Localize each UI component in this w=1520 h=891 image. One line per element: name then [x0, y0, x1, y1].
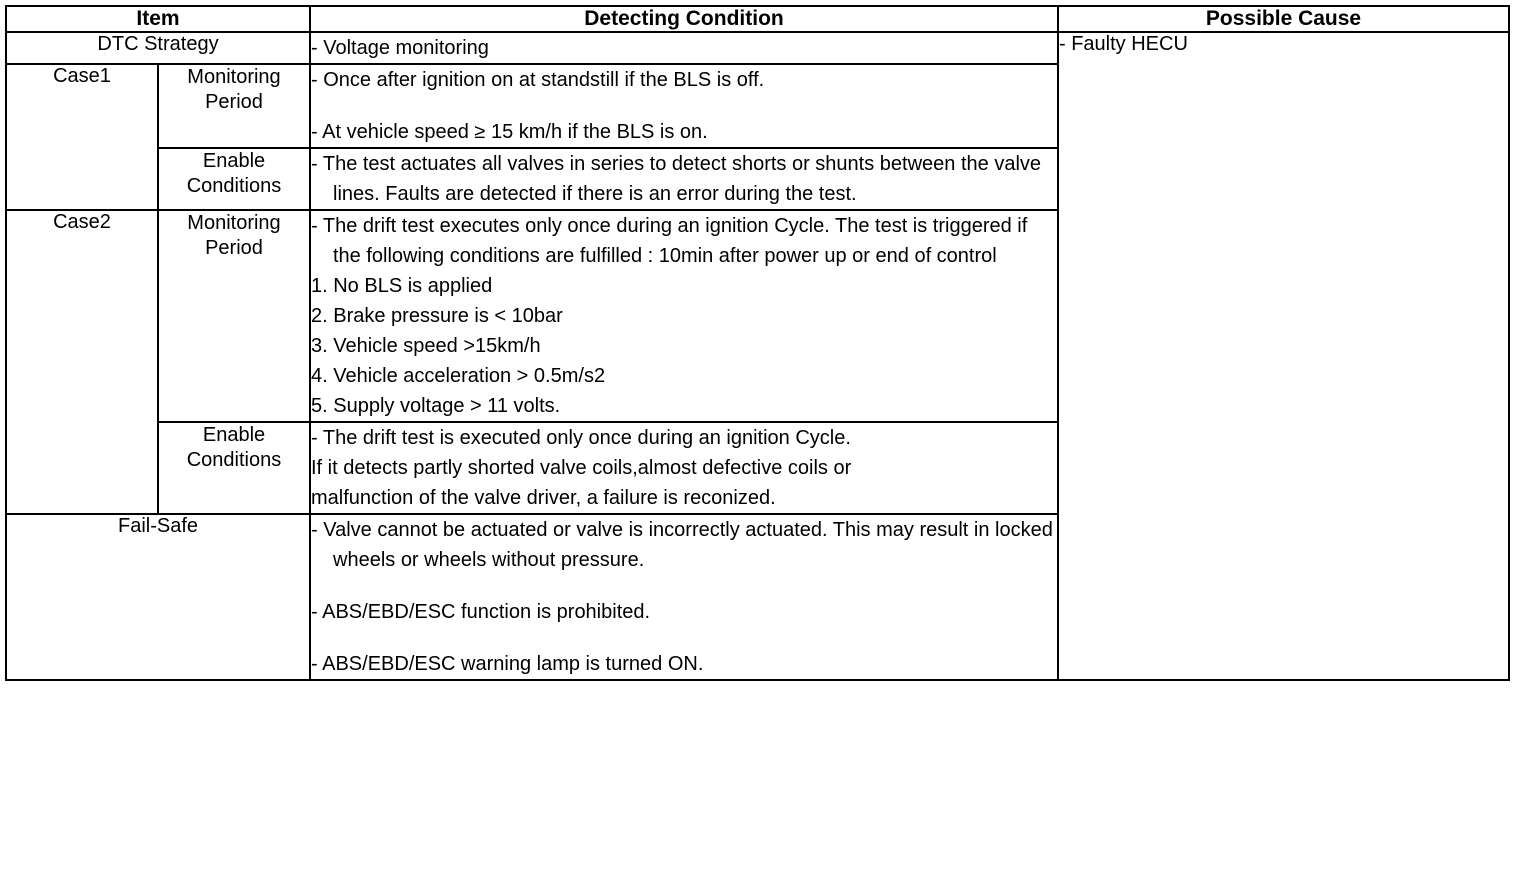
label-line-1: Enable — [202, 150, 266, 172]
label-line-2: Conditions — [186, 449, 282, 471]
row-label-case1: Case1 — [6, 64, 158, 210]
label-line-2: Period — [205, 237, 263, 259]
condition-line: - At vehicle speed ≥ 15 km/h if the BLS is on. — [311, 121, 708, 143]
condition-line: - Once after ignition on at standstill if the BLS is off. — [311, 69, 765, 91]
header-detecting-condition: Detecting Condition — [310, 6, 1058, 32]
label-line-2: Period — [205, 91, 263, 113]
row-label-dtc-strategy: DTC Strategy — [6, 32, 310, 64]
label-line-1: Monitoring — [187, 66, 281, 88]
document-page — [0, 5, 1520, 891]
label-line-1: Enable — [202, 424, 266, 446]
row-label-case1-enable-conditions — [158, 148, 310, 210]
cell-fail-safe-condition — [310, 514, 1058, 680]
condition-line: - ABS/EBD/ESC warning lamp is turned ON. — [311, 653, 704, 675]
condition-line: - Voltage monitoring — [311, 37, 489, 59]
cell-possible-cause — [1058, 32, 1509, 680]
dtc-table — [5, 5, 1510, 681]
condition-item: 5. Supply voltage > 11 volts. — [311, 395, 561, 417]
cell-case2-enable-condition — [310, 422, 1058, 514]
row-label-case2-monitoring-period — [158, 210, 310, 422]
condition-line: - Valve cannot be actuated or valve is incorrectly actuated. This may result in locked wheels or wheels without pressure. — [311, 519, 1053, 571]
cell-case1-enable-condition — [310, 148, 1058, 210]
condition-item: 1. No BLS is applied — [311, 275, 493, 297]
possible-cause-line: - Faulty HECU — [1059, 33, 1188, 55]
line-spacer — [311, 95, 1057, 117]
row-label-case1-monitoring-period — [158, 64, 310, 148]
condition-line: - The drift test executes only once during an ignition Cycle. The test is triggered if the following conditions are fulfilled : 10min after power up or end of control — [311, 215, 1028, 267]
label-line-1: Monitoring — [187, 212, 281, 234]
condition-line: - ABS/EBD/ESC function is prohibited. — [311, 601, 651, 623]
cell-case2-monitoring-condition — [310, 210, 1058, 422]
condition-line: If it detects partly shorted valve coils,almost defective coils or — [311, 457, 852, 479]
line-spacer — [311, 627, 1057, 649]
header-possible-cause: Possible Cause — [1058, 6, 1509, 32]
table-header-row — [6, 6, 1509, 32]
row-label-case2: Case2 — [6, 210, 158, 514]
table-row-dtc-strategy — [6, 32, 1509, 64]
condition-item: 2. Brake pressure is < 10bar — [311, 305, 563, 327]
label-line-2: Conditions — [186, 175, 282, 197]
row-label-fail-safe: Fail-Safe — [6, 514, 310, 680]
condition-line: - The drift test is executed only once during an ignition Cycle. — [311, 427, 851, 449]
cell-case1-monitoring-condition — [310, 64, 1058, 148]
condition-item: 4. Vehicle acceleration > 0.5m/s2 — [311, 365, 606, 387]
row-label-case2-enable-conditions — [158, 422, 310, 514]
condition-item: 3. Vehicle speed >15km/h — [311, 335, 541, 357]
line-spacer — [311, 575, 1057, 597]
condition-line: - The test actuates all valves in series to detect shorts or shunts between the valve lines. Faults are detected if there is an error during the test. — [311, 153, 1042, 205]
cell-dtc-strategy-condition — [310, 32, 1058, 64]
condition-line: malfunction of the valve driver, a failure is reconized. — [311, 487, 776, 509]
header-item: Item — [6, 6, 310, 32]
